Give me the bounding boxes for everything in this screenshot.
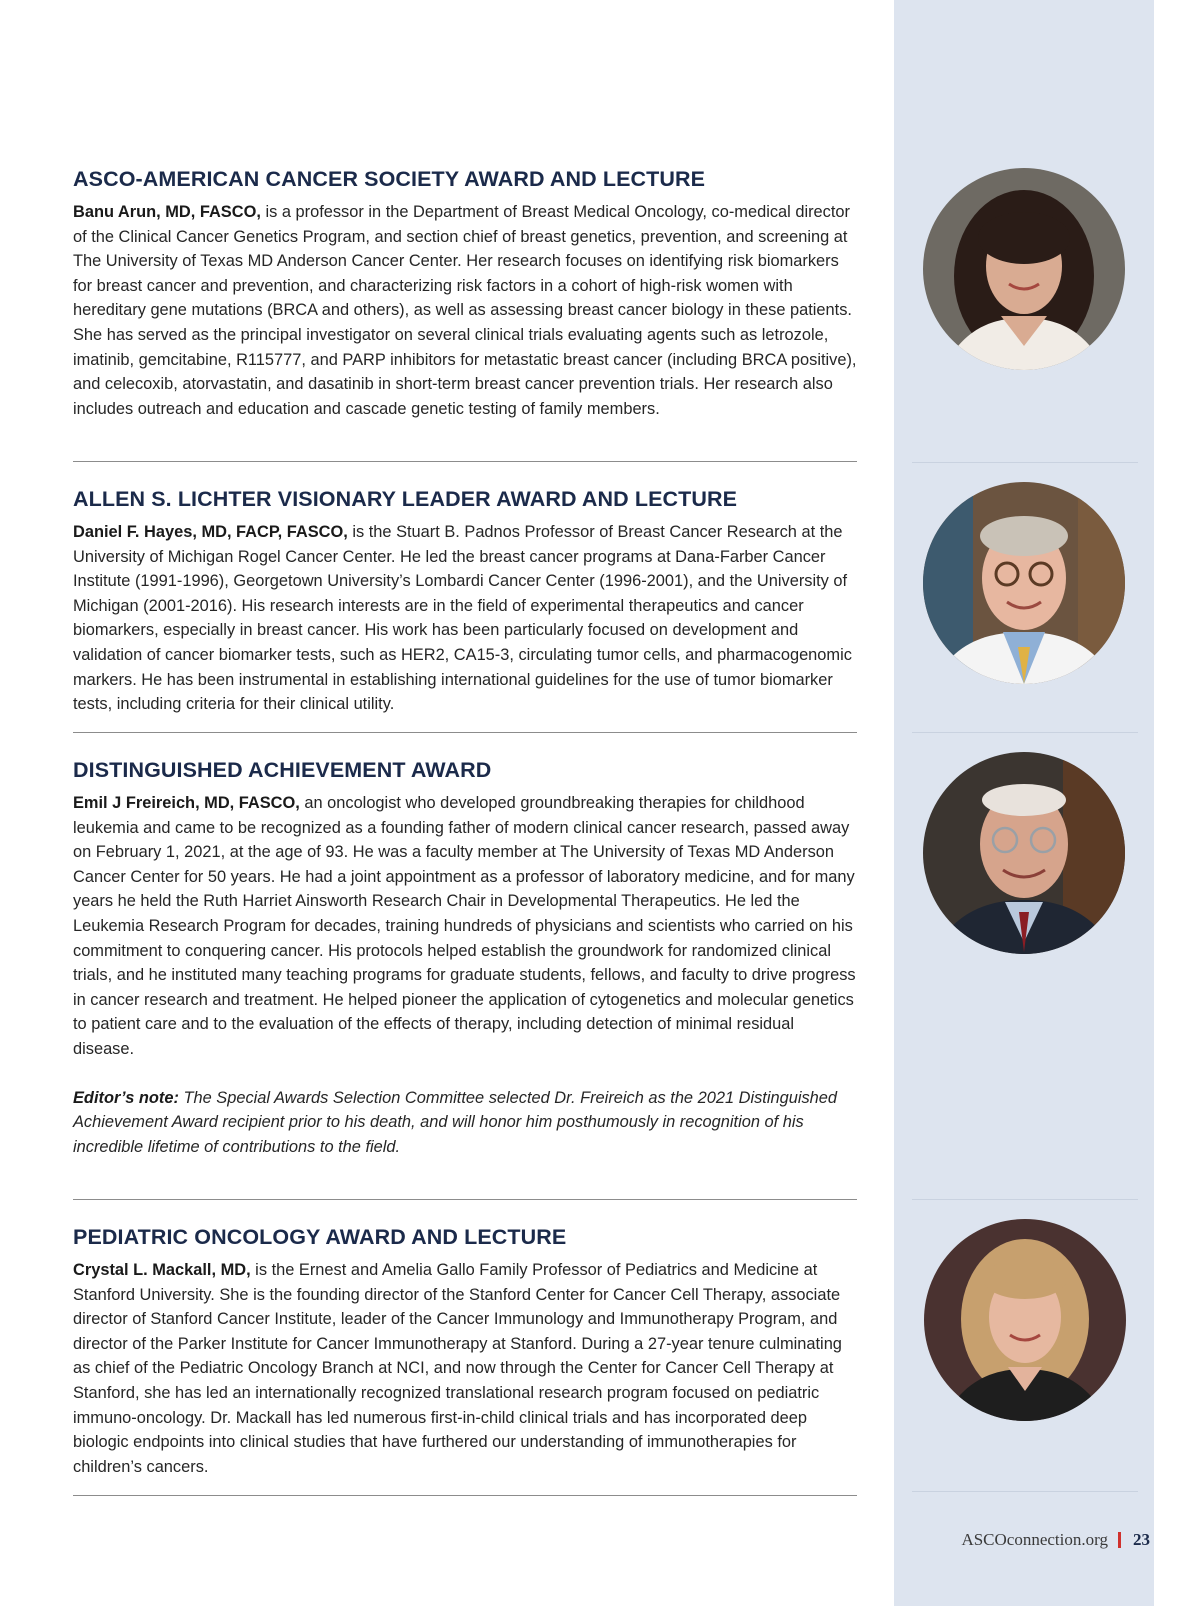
section-divider xyxy=(73,732,857,733)
section-divider xyxy=(73,1199,857,1200)
section-body xyxy=(73,200,857,421)
editors-note-text: The Special Awards Selection Committee selected Dr. Freireich as the 2021 Distinguished Achievement Award recipient prior to his death, and will honor him posthumously in recognition of his incredible lifetime of contributions to the field. xyxy=(73,1088,838,1156)
awardee-bio: is the Stuart B. Padnos Professor of Breast Cancer Research at the University of Michigan Rogel Cancer Center. He led the breast cancer programs at Dana-Farber Cancer Institute (1991-1996), Georgetown University’s Lombardi Cancer Center (1996-2001), and the University of Michigan (2001-2016). His research interests are in the field of experimental therapeutics and cancer biomarkers, especially in breast cancer. His work has been particularly focused on development and validation of cancer biomarker tests, such as HER2, CA15-3, circulating tumor cells, and pharmacogenomic markers. He has been instrumental in establishing international guidelines for the use of tumor biomarker tests, including criteria for their clinical utility. xyxy=(73,523,852,714)
section-heading: ALLEN S. LICHTER VISIONARY LEADER AWARD AND LECTURE xyxy=(73,487,738,511)
section-divider xyxy=(73,461,857,462)
award-section-lichter xyxy=(73,486,857,717)
portrait-emil-freireich xyxy=(923,752,1125,954)
page-footer xyxy=(961,1530,1150,1550)
awardee-name: Daniel F. Hayes, MD, FACP, FASCO, xyxy=(73,523,348,541)
editors-note xyxy=(73,1086,857,1160)
page-number: 23 xyxy=(1133,1530,1150,1549)
section-body xyxy=(73,791,857,1062)
award-section-asco-acs xyxy=(73,166,857,421)
sidebar-divider xyxy=(912,732,1138,733)
awardee-bio: is a professor in the Department of Breast Medical Oncology, co-medical director of the Clinical Cancer Genetics Program, and section chief of breast genetics, prevention, and screening at The University of Texas MD Anderson Cancer Center. Her research focuses on identifying risk biomarkers for breast cancer and prevention, and characterizing risk factors in a cohort of high-risk women with hereditary gene mutations (BRCA and others), as well as assessing breast cancer biology in these patients. She has served as the principal investigator on several clinical trials evaluating agents such as letrozole, imatinib, gemcitabine, R115777, and PARP inhibitors for metastatic breast cancer (including BRCA positive), and celecoxib, atorvastatin, and dasatinib in short-term breast cancer prevention trials. Her research also includes outreach and education and cascade genetic testing of family members. xyxy=(73,203,857,418)
sidebar-divider xyxy=(912,462,1138,463)
portrait-crystal-mackall xyxy=(924,1219,1126,1421)
award-section-distinguished xyxy=(73,757,857,1159)
section-body xyxy=(73,1258,857,1479)
awardee-name: Banu Arun, MD, FASCO, xyxy=(73,203,261,221)
awardee-name: Emil J Freireich, MD, FASCO, xyxy=(73,794,300,812)
award-section-pediatric xyxy=(73,1224,857,1479)
section-heading: PEDIATRIC ONCOLOGY AWARD AND LECTURE xyxy=(73,1225,567,1249)
section-divider xyxy=(73,1495,857,1496)
portrait-daniel-hayes xyxy=(923,482,1125,684)
awardee-name: Crystal L. Mackall, MD, xyxy=(73,1261,251,1279)
sidebar-divider xyxy=(912,1199,1138,1200)
awardee-bio: an oncologist who developed groundbreaking therapies for childhood leukemia and came to be recognized as a founding father of modern clinical cancer research, passed away on February 1, 2021, at the age of 93. He was a faculty member at The University of Texas MD Anderson Cancer Center for 50 years. He had a joint appointment as a professor of laboratory medicine, and for many years he held the Ruth Harriet Ainsworth Research Chair in Developmental Therapeutics. He led the Leukemia Research Program for decades, training hundreds of physicians and scientists who carried on his commitment to conquering cancer. His protocols helped establish the groundwork for randomized clinical trials, and he instituted many teaching programs for graduate students, fellows, and faculty to drive progress in cancer research and treatment. He helped pioneer the application of cytogenetics and molecular genetics to patient care and to the evaluation of the effects of therapy, including detection of minimal residual disease. xyxy=(73,794,856,1058)
section-body xyxy=(73,520,857,717)
portrait-banu-arun xyxy=(923,168,1125,370)
editors-note-label: Editor’s note: xyxy=(73,1088,179,1107)
awardee-bio: is the Ernest and Amelia Gallo Family Professor of Pediatrics and Medicine at Stanford University. She is the founding director of the Stanford Center for Cancer Cell Therapy, associate director of Stanford Cancer Institute, leader of the Cancer Immunology and Immunotherapy Program, and director of the Parker Institute for Cancer Immunotherapy at Stanford. During a 27-year tenure culminating as chief of the Pediatric Oncology Branch at NCI, and now through the Center for Cancer Cell Therapy at Stanford, she has led an internationally recognized translational research program focused on pediatric immuno-oncology. Dr. Mackall has led numerous first-in-child clinical trials and has incorporated deep biologic endpoints into clinical studies that have furthered our understanding of immunotherapies for children’s cancers. xyxy=(73,1261,842,1476)
sidebar-divider xyxy=(912,1491,1138,1492)
section-heading: ASCO-AMERICAN CANCER SOCIETY AWARD AND LECTURE xyxy=(73,167,706,191)
footer-separator xyxy=(1118,1532,1121,1548)
section-heading: DISTINGUISHED ACHIEVEMENT AWARD xyxy=(73,758,492,782)
footer-site: ASCOconnection.org xyxy=(961,1530,1108,1549)
